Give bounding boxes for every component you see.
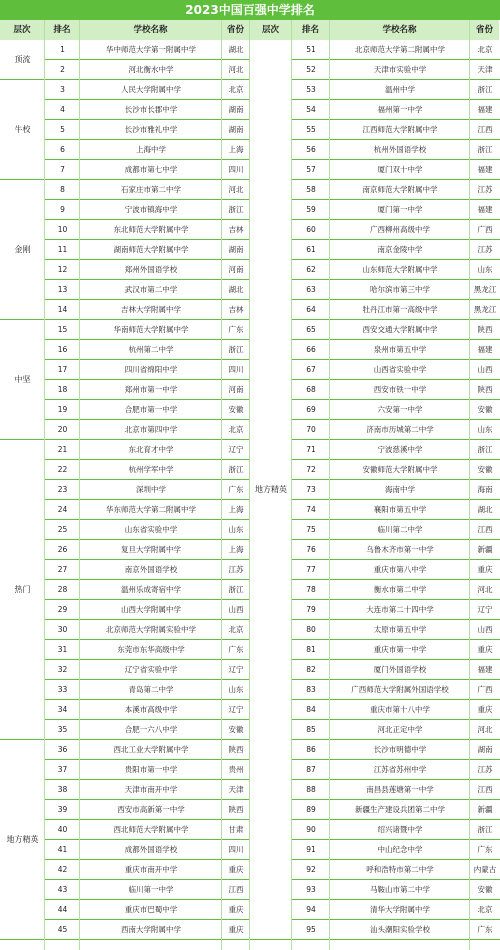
right-province-cell: 河北 [470,720,500,740]
right-province-cell: 河北 [470,580,500,600]
header-school-right: 学校名称 [330,20,470,40]
right-school-cell: 襄阳市第五中学 [330,500,470,520]
left-province-cell: 湖北 [222,40,250,60]
right-rank-cell: 73 [292,480,330,500]
header-province-right: 省份 [470,20,500,40]
left-province-cell: 山东 [222,520,250,540]
right-rank-cell: 90 [292,820,330,840]
right-province-cell: 安徽 [470,880,500,900]
left-rank-cell: 4 [45,100,80,120]
left-province-cell: 贵州 [222,760,250,780]
right-school-cell: 厦门双十中学 [330,160,470,180]
left-school-cell: 深圳中学 [80,480,222,500]
right-school-cell: 重庆市第十八中学 [330,700,470,720]
right-school-cell: 江苏省苏州中学 [330,760,470,780]
right-rank-cell: 86 [292,740,330,760]
left-school-cell: 复旦大学附属中学 [80,540,222,560]
right-rank-cell: 56 [292,140,330,160]
left-province-cell: 河南 [222,260,250,280]
left-rank-cell: 41 [45,840,80,860]
right-rank-cell: 82 [292,660,330,680]
left-school-cell: 东莞市东华高级中学 [80,640,222,660]
right-rank-cell: 54 [292,100,330,120]
left-school-cell: 温州乐成寄宿中学 [80,580,222,600]
right-school-cell: 中山纪念中学 [330,840,470,860]
right-rank-cell: 83 [292,680,330,700]
left-province-cell: 安徽 [222,400,250,420]
right-province-cell: 陕西 [470,320,500,340]
left-province-cell: 辽宁 [222,660,250,680]
right-province-cell: 辽宁 [470,600,500,620]
right-school-cell: 山西省实验中学 [330,360,470,380]
left-school-cell: 四川省绵阳中学 [80,360,222,380]
left-school-cell: 东北师范大学附属中学 [80,220,222,240]
right-rank-cell: 87 [292,760,330,780]
right-province-cell: 黑龙江 [470,300,500,320]
column-divider [221,20,222,950]
right-province-cell: 天津 [470,60,500,80]
right-school-cell: 新疆生产建设兵团第二中学 [330,800,470,820]
right-rank-cell: 76 [292,540,330,560]
right-school-cell: 济南市历城第二中学 [330,420,470,440]
left-province-cell: 重庆 [222,860,250,880]
right-province-cell: 新疆 [470,800,500,820]
left-school-cell: 武汉市第二中学 [80,280,222,300]
right-province-cell: 福建 [470,160,500,180]
column-divider [249,20,250,950]
right-rank-cell: 68 [292,380,330,400]
left-rank-cell: 11 [45,240,80,260]
left-school-cell: 合肥市第一中学 [80,400,222,420]
right-school-cell: 泉州市第五中学 [330,340,470,360]
right-school-cell: 广西师范大学附属外国语学校 [330,680,470,700]
right-province-cell: 广西 [470,220,500,240]
right-rank-cell: 69 [292,400,330,420]
left-level-cell: 地方精英 [0,740,45,940]
left-rank-cell: 7 [45,160,80,180]
right-rank-cell: 60 [292,220,330,240]
right-school-cell: 安徽师范大学附属中学 [330,460,470,480]
left-school-cell: 贵阳市第一中学 [80,760,222,780]
right-rank-cell: 64 [292,300,330,320]
right-school-cell: 杭州外国语学校 [330,140,470,160]
left-rank-cell: 20 [45,420,80,440]
right-province-cell: 北京 [470,40,500,60]
right-province-cell: 黑龙江 [470,280,500,300]
left-rank-cell: 43 [45,880,80,900]
left-rank-cell: 36 [45,740,80,760]
left-province-cell: 辽宁 [222,700,250,720]
right-province-cell: 山东 [470,420,500,440]
header-level: 层次 [0,20,45,40]
left-school-cell: 北京师范大学附属实验中学 [80,620,222,640]
right-province-cell: 山西 [470,620,500,640]
right-school-cell: 厦门第一中学 [330,200,470,220]
right-rank-cell: 57 [292,160,330,180]
left-rank-cell: 26 [45,540,80,560]
right-province-cell: 陕西 [470,380,500,400]
left-rank-cell: 19 [45,400,80,420]
right-rank-cell: 81 [292,640,330,660]
right-province-cell: 安徽 [470,400,500,420]
left-school-cell: 东北育才中学 [80,440,222,460]
right-rank-cell: 52 [292,60,330,80]
right-school-cell: 宁波慈溪中学 [330,440,470,460]
right-school-cell: 西安交通大学附属中学 [330,320,470,340]
left-school-cell: 本溪市高级中学 [80,700,222,720]
right-rank-cell: 53 [292,80,330,100]
left-rank-cell: 22 [45,460,80,480]
left-rank-cell: 1 [45,40,80,60]
left-province-cell: 吉林 [222,300,250,320]
left-rank-cell: 5 [45,120,80,140]
right-school-cell: 福州第一中学 [330,100,470,120]
left-province-cell: 广东 [222,320,250,340]
left-school-cell: 成都市第七中学 [80,160,222,180]
left-school-cell: 人民大学附属中学 [80,80,222,100]
right-province-cell: 重庆 [470,700,500,720]
left-school-cell: 合肥一六八中学 [80,720,222,740]
left-rank-cell: 31 [45,640,80,660]
left-school-cell: 郑州市第一中学 [80,380,222,400]
left-level-cell: 中坚 [0,320,45,440]
left-province-cell: 浙江 [222,460,250,480]
right-rank-cell: 91 [292,840,330,860]
left-province-cell: 吉林 [222,220,250,240]
left-school-cell: 临川第一中学 [80,880,222,900]
left-rank-cell: 17 [45,360,80,380]
right-province-cell: 重庆 [470,640,500,660]
left-province-cell: 江西 [222,880,250,900]
right-province-cell: 江苏 [470,240,500,260]
right-rank-cell: 92 [292,860,330,880]
right-province-cell: 福建 [470,660,500,680]
right-school-cell: 太原市第五中学 [330,620,470,640]
left-rank-cell: 12 [45,260,80,280]
column-divider [44,20,45,950]
left-province-cell: 湖南 [222,100,250,120]
right-school-cell: 汕头潮阳实验学校 [330,920,470,940]
left-rank-cell: 2 [45,60,80,80]
right-school-cell: 南昌县莲塘第一中学 [330,780,470,800]
left-school-cell: 上海中学 [80,140,222,160]
left-rank-cell: 35 [45,720,80,740]
left-school-cell: 长沙市雅礼中学 [80,120,222,140]
right-school-cell: 六安第一中学 [330,400,470,420]
right-rank-cell: 88 [292,780,330,800]
right-school-cell: 呼和浩特市第二中学 [330,860,470,880]
right-rank-cell: 62 [292,260,330,280]
left-level-cell: 热门 [0,440,45,740]
right-school-cell: 温州中学 [330,80,470,100]
left-school-cell: 重庆市南开中学 [80,860,222,880]
left-school-cell: 长沙市长郡中学 [80,100,222,120]
left-province-cell: 辽宁 [222,440,250,460]
left-school-cell: 山东省实验中学 [80,520,222,540]
left-rank-cell: 6 [45,140,80,160]
left-province-cell: 四川 [222,840,250,860]
right-rank-cell: 71 [292,440,330,460]
left-rank-cell: 25 [45,520,80,540]
right-school-cell: 重庆市第一中学 [330,640,470,660]
right-province-cell: 江西 [470,520,500,540]
right-rank-cell: 80 [292,620,330,640]
left-school-cell: 吉林大学附属中学 [80,300,222,320]
right-rank-cell: 89 [292,800,330,820]
left-province-cell: 北京 [222,620,250,640]
left-province-cell: 上海 [222,140,250,160]
right-province-cell: 内蒙古 [470,860,500,880]
left-rank-cell: 13 [45,280,80,300]
left-rank-cell: 8 [45,180,80,200]
right-school-cell: 临川第二中学 [330,520,470,540]
right-school-cell: 西安市铁一中学 [330,380,470,400]
right-province-cell: 山东 [470,260,500,280]
right-rank-cell: 65 [292,320,330,340]
column-divider [291,20,292,950]
column-divider [469,20,470,950]
right-rank-cell: 93 [292,880,330,900]
right-province-cell: 安徽 [470,460,500,480]
right-province-cell: 海南 [470,480,500,500]
right-rank-cell: 94 [292,900,330,920]
left-province-cell: 重庆 [222,900,250,920]
left-province-cell: 河北 [222,60,250,80]
right-school-cell: 南京师范大学附属中学 [330,180,470,200]
left-province-cell: 北京 [222,80,250,100]
left-school-cell: 石家庄市第二中学 [80,180,222,200]
right-school-cell: 北京师范大学第二附属中学 [330,40,470,60]
left-province-cell: 上海 [222,500,250,520]
left-province-cell: 湖南 [222,120,250,140]
table-title: 2023中国百强中学排名 [0,0,500,20]
left-province-cell: 湖北 [222,280,250,300]
left-province-cell: 陕西 [222,800,250,820]
right-province-cell: 广东 [470,840,500,860]
left-province-cell: 山西 [222,600,250,620]
right-province-cell: 重庆 [470,560,500,580]
header-province: 省份 [222,20,250,40]
right-province-cell: 浙江 [470,440,500,460]
left-school-cell: 华东师范大学第二附属中学 [80,500,222,520]
right-rank-cell: 59 [292,200,330,220]
left-school-cell: 天津市南开中学 [80,780,222,800]
left-province-cell: 天津 [222,780,250,800]
right-province-cell: 江苏 [470,180,500,200]
right-province-cell: 福建 [470,340,500,360]
right-school-cell: 乌鲁木齐市第一中学 [330,540,470,560]
right-province-cell: 新疆 [470,540,500,560]
right-province-cell: 浙江 [470,80,500,100]
left-province-cell: 上海 [222,540,250,560]
left-rank-cell: 40 [45,820,80,840]
right-province-cell: 福建 [470,200,500,220]
right-school-cell: 绍兴诸暨中学 [330,820,470,840]
left-school-cell: 华南师范大学附属中学 [80,320,222,340]
right-rank-cell: 75 [292,520,330,540]
right-province-cell: 山西 [470,360,500,380]
right-school-cell: 牡丹江市第一高级中学 [330,300,470,320]
right-rank-cell: 67 [292,360,330,380]
header-school: 学校名称 [80,20,222,40]
right-school-cell: 山东师范大学附属中学 [330,260,470,280]
left-rank-cell: 14 [45,300,80,320]
left-province-cell: 北京 [222,420,250,440]
right-province-cell: 湖北 [470,500,500,520]
left-rank-cell: 44 [45,900,80,920]
left-province-cell: 江苏 [222,560,250,580]
left-province-cell: 四川 [222,160,250,180]
left-school-cell: 杭州第二中学 [80,340,222,360]
left-province-cell: 四川 [222,360,250,380]
left-school-cell: 辽宁省实验中学 [80,660,222,680]
left-rank-cell: 10 [45,220,80,240]
left-school-cell: 郑州外国语学校 [80,260,222,280]
right-province-cell: 湖南 [470,740,500,760]
left-school-cell: 河北衡水中学 [80,60,222,80]
right-rank-cell: 74 [292,500,330,520]
left-rank-cell: 21 [45,440,80,460]
ranking-grid [0,20,500,950]
left-rank-cell: 45 [45,920,80,940]
header-rank: 排名 [45,20,80,40]
left-province-cell: 山东 [222,680,250,700]
right-rank-cell: 95 [292,920,330,940]
right-school-cell: 厦门外国语学校 [330,660,470,680]
left-rank-cell: 9 [45,200,80,220]
left-province-cell: 浙江 [222,580,250,600]
column-divider [79,20,80,950]
left-rank-cell: 28 [45,580,80,600]
right-province-cell: 广西 [470,680,500,700]
left-school-cell: 西北工业大学附属中学 [80,740,222,760]
left-province-cell: 广东 [222,640,250,660]
column-divider [329,20,330,950]
right-school-cell: 重庆市第八中学 [330,560,470,580]
left-province-cell: 陕西 [222,740,250,760]
header-rank-right: 排名 [292,20,330,40]
right-rank-cell: 58 [292,180,330,200]
left-rank-cell: 16 [45,340,80,360]
left-level-cell: 顶流 [0,40,45,80]
left-school-cell: 宁波市镇海中学 [80,200,222,220]
left-province-cell: 重庆 [222,920,250,940]
right-rank-cell: 63 [292,280,330,300]
right-rank-cell: 78 [292,580,330,600]
right-school-cell: 哈尔滨市第三中学 [330,280,470,300]
left-rank-cell: 38 [45,780,80,800]
right-province-cell: 江西 [470,780,500,800]
right-school-cell: 清华大学附属中学 [330,900,470,920]
left-school-cell: 西南大学附属中学 [80,920,222,940]
left-province-cell: 安徽 [222,720,250,740]
right-school-cell: 天津市实验中学 [330,60,470,80]
left-rank-cell: 23 [45,480,80,500]
right-school-cell: 江西师范大学附属中学 [330,120,470,140]
right-school-cell: 马鞍山市第二中学 [330,880,470,900]
left-school-cell: 成都外国语学校 [80,840,222,860]
left-rank-cell: 27 [45,560,80,580]
left-rank-cell: 24 [45,500,80,520]
right-rank-cell: 61 [292,240,330,260]
right-rank-cell: 55 [292,120,330,140]
left-school-cell: 北京市第四中学 [80,420,222,440]
left-rank-cell: 15 [45,320,80,340]
right-school-cell: 广西柳州高级中学 [330,220,470,240]
left-school-cell: 西北师范大学附属中学 [80,820,222,840]
left-province-cell: 浙江 [222,200,250,220]
right-province-cell: 浙江 [470,820,500,840]
right-school-cell: 长沙市明德中学 [330,740,470,760]
right-school-cell: 海南中学 [330,480,470,500]
left-rank-cell: 32 [45,660,80,680]
left-level-cell: 金刚 [0,180,45,320]
left-province-cell: 河北 [222,180,250,200]
right-rank-cell: 79 [292,600,330,620]
left-rank-cell: 42 [45,860,80,880]
right-province-cell: 福建 [470,100,500,120]
right-school-cell: 大连市第二十四中学 [330,600,470,620]
left-province-cell: 湖南 [222,240,250,260]
right-school-cell: 河北正定中学 [330,720,470,740]
left-rank-cell: 33 [45,680,80,700]
right-rank-cell: 66 [292,340,330,360]
right-school-cell: 衡水市第二中学 [330,580,470,600]
header-level-right: 层次 [250,20,292,40]
left-school-cell: 湖南师范大学附属中学 [80,240,222,260]
right-rank-cell: 72 [292,460,330,480]
left-rank-cell: 29 [45,600,80,620]
left-school-cell: 南京外国语学校 [80,560,222,580]
right-rank-cell: 70 [292,420,330,440]
left-level-cell: 牛校 [0,80,45,180]
right-province-cell: 浙江 [470,140,500,160]
right-rank-cell: 77 [292,560,330,580]
left-province-cell: 甘肃 [222,820,250,840]
left-rank-cell: 30 [45,620,80,640]
left-school-cell: 重庆市巴蜀中学 [80,900,222,920]
left-rank-cell: 34 [45,700,80,720]
left-province-cell: 浙江 [222,340,250,360]
right-school-cell: 南京金陵中学 [330,240,470,260]
right-level-cell: 地方精英 [250,40,292,940]
left-school-cell: 西安市高新第一中学 [80,800,222,820]
left-province-cell: 河南 [222,380,250,400]
left-school-cell: 青岛第二中学 [80,680,222,700]
left-province-cell: 广东 [222,480,250,500]
left-rank-cell: 3 [45,80,80,100]
left-school-cell: 杭州学军中学 [80,460,222,480]
right-province-cell: 江苏 [470,760,500,780]
left-rank-cell: 39 [45,800,80,820]
right-rank-cell: 84 [292,700,330,720]
left-rank-cell: 18 [45,380,80,400]
right-province-cell: 北京 [470,900,500,920]
right-rank-cell: 51 [292,40,330,60]
right-province-cell: 广东 [470,920,500,940]
left-rank-cell: 37 [45,760,80,780]
left-school-cell: 华中师范大学第一附属中学 [80,40,222,60]
right-province-cell: 江西 [470,120,500,140]
left-school-cell: 山西大学附属中学 [80,600,222,620]
right-rank-cell: 85 [292,720,330,740]
